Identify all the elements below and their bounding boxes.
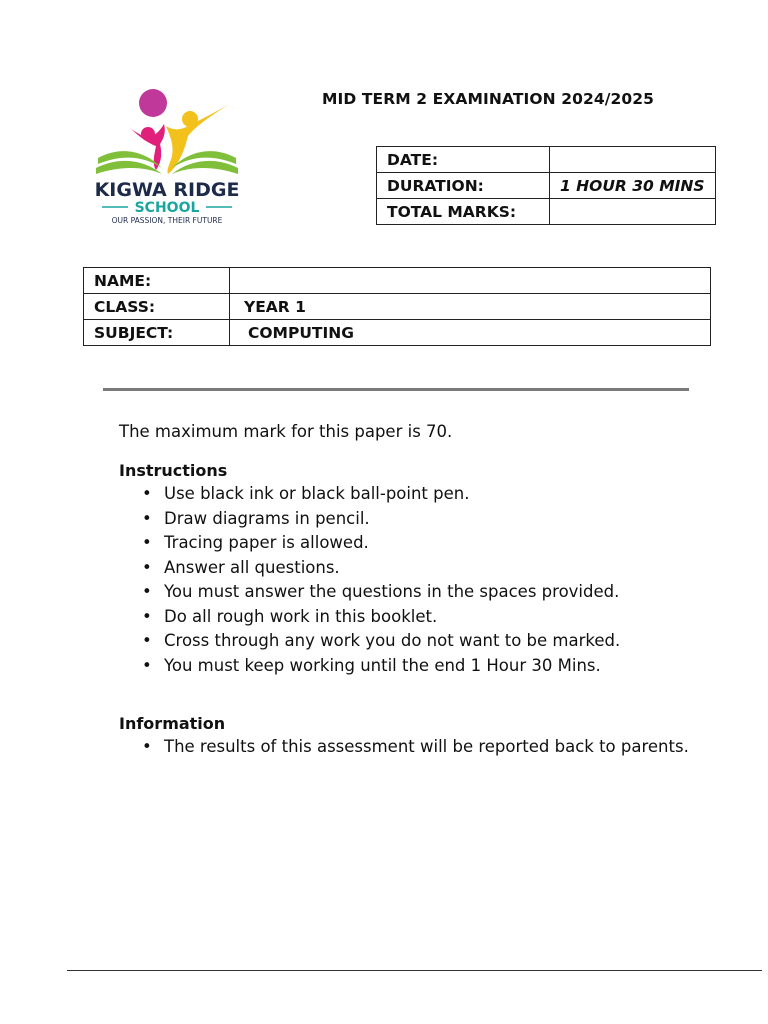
name-value — [230, 268, 711, 294]
logo-tagline: OUR PASSION, THEIR FUTURE — [111, 216, 223, 225]
table-row — [377, 173, 716, 199]
instructions-heading: Instructions — [119, 461, 228, 480]
date-label: DATE: — [377, 147, 550, 173]
instructions-list — [119, 482, 620, 678]
list-item: • You must answer the questions in the spaces provided. — [164, 580, 620, 605]
subject-label: SUBJECT: — [84, 320, 230, 346]
list-item: • Cross through any work you do not want to be marked. — [164, 629, 620, 654]
section-divider — [103, 388, 689, 391]
school-logo — [92, 86, 242, 226]
list-item: • The results of this assessment will be reported back to parents. — [164, 735, 689, 760]
class-label: CLASS: — [84, 294, 230, 320]
table-row — [377, 199, 716, 225]
class-value: YEAR 1 — [230, 294, 711, 320]
logo-name: KIGWA RIDGE — [94, 179, 240, 201]
information-heading: Information — [119, 714, 226, 733]
information-list — [119, 735, 689, 760]
table-row — [84, 294, 711, 320]
date-value — [550, 147, 716, 173]
total-marks-value — [550, 199, 716, 225]
list-item: • Draw diagrams in pencil. — [164, 507, 620, 532]
list-item: • Answer all questions. — [164, 556, 620, 581]
list-item: • Use black ink or black ball-point pen. — [164, 482, 620, 507]
list-item: • Tracing paper is allowed. — [164, 531, 620, 556]
subject-value: COMPUTING — [230, 320, 711, 346]
footer-rule — [67, 970, 762, 971]
name-label: NAME: — [84, 268, 230, 294]
duration-value: 1 HOUR 30 MINS — [550, 173, 716, 199]
exam-title: MID TERM 2 EXAMINATION 2024/2025 — [322, 90, 655, 108]
table-row — [377, 147, 716, 173]
logo-school: SCHOOL — [134, 200, 200, 216]
list-item: • You must keep working until the end 1 Hour 30 Mins. — [164, 654, 620, 679]
total-marks-label: TOTAL MARKS: — [377, 199, 550, 225]
duration-label: DURATION: — [377, 173, 550, 199]
table-row — [84, 320, 711, 346]
table-row — [84, 268, 711, 294]
logo-book-left-2 — [96, 161, 162, 174]
logo-magenta-circle — [139, 89, 167, 117]
student-info-table — [83, 267, 711, 346]
list-item: • Do all rough work in this booklet. — [164, 605, 620, 630]
logo-book-right-2 — [172, 161, 238, 174]
exam-meta-table — [376, 146, 716, 225]
max-mark-text: The maximum mark for this paper is 70. — [119, 422, 453, 441]
